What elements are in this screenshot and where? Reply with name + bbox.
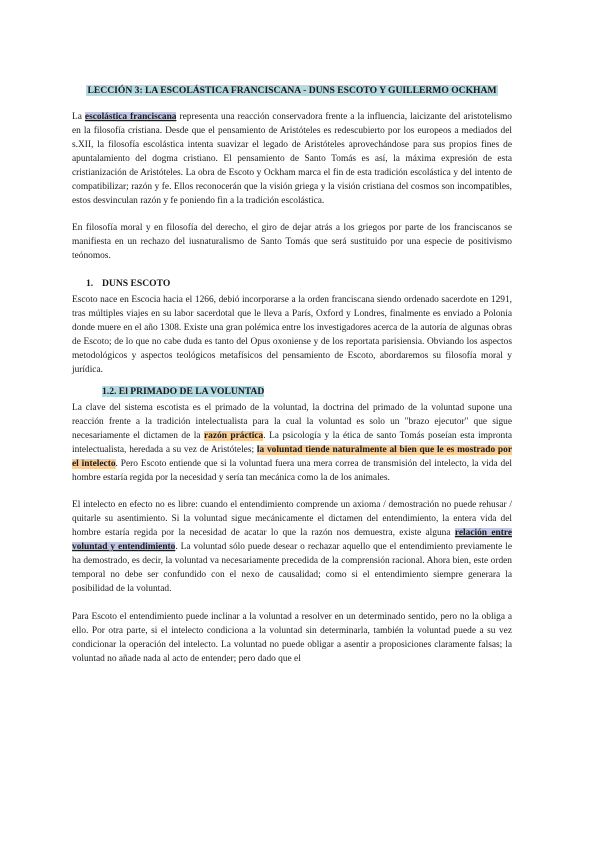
- primado-2-a: El intelecto en efecto no es libre: cuando el entendimiento comprende un axioma / demostración no puede rehusar / quitarle su asentimiento. Si la voluntad sigue mecánicamente el dictamen del entendimiento, la entera vida del hombre estaría regida por la necesidad de acatar lo que la razón nos demuestra, existe alguna: [72, 500, 512, 539]
- document-body: [72, 84, 512, 679]
- intro-rest: representa una reacción conservadora frente a la influencia, laicizante del aristotelismo en la filosofía cristiana. Desde que el pensamiento de Aristóteles es redescubierto por los europeos a mediados del s.XII, la filosofía escolástica intenta suavizar el legado de Aristóteles aprovechándose para sus propios fines de apuntalamiento del dogma cristiano. El pensamiento de Santo Tomás es así, la máxima expresión de esta cristianización de Aristóteles. La obra de Escoto y Ockham marca el fin de esta tradición escolástica y del intento de compatibilizar; razón y fe. Ellos reconocerán que la visión griega y la visión cristiana del cosmos son incompatibles, estos desvinculan razón y fe poniendo fin a la tradición escolástica.: [72, 112, 512, 207]
- paragraph-primado-1: [72, 401, 512, 485]
- section-title: DUNS ESCOTO: [102, 277, 171, 289]
- primado-1-c: . Pero Escoto entiende que si la voluntad fuera una mera correa de transmisión del intelecto, la vida del hombre estaría regida por la necesidad y sería tan mecánica como la de los animales.: [72, 459, 512, 484]
- intro-lead: La: [72, 112, 85, 123]
- subsection-title: 1.2. El PRIMADO DE LA VOLUNTAD: [102, 385, 265, 397]
- highlight-relacion-voluntad: relación entre voluntad y entendimiento: [72, 528, 512, 553]
- primado-2-b: . La voluntad sólo puede desear o rechazar aquello que el entendimiento previamente le ha demostrado, es decir, la voluntad va necesariamente precedida de la comprensión racional. Ahora bien, este orden temporal no debe ser confundido con el nexo de causalidad; como si el entendimiento siempre generara la posibilidad de la voluntad.: [72, 542, 512, 595]
- highlight-voluntad-tiende: la voluntad tiende naturalmente al bien que le es mostrado por el intelecto: [72, 445, 512, 470]
- paragraph-primado-2: [72, 498, 512, 596]
- paragraph-primado-3: Para Escoto el entendimiento puede inclinar a la voluntad a resolver en un determinado sentido, pero no la obliga a ello. Por otra parte, si el intelecto condiciona a la voluntad sin determinarla, también la voluntad puede a su vez condicionar la operación del intelecto. La voluntad no puede obligar a asentir a proposiciones claramente falsas; la voluntad no añade nada al acto de entender; pero dado que el: [72, 611, 512, 664]
- title-block: [72, 84, 512, 98]
- section-heading-duns-escoto: [86, 277, 512, 291]
- paragraph-moral-philosophy: En filosofía moral y en filosofía del derecho, el giro de dejar atrás a los griegos por parte de los franciscanos se manifiesta en un rechazo del iusnaturalismo de Santo Tomás que será sustituido por una especie de positivismo teónomos.: [72, 223, 512, 262]
- term-escolastica-franciscana: escolástica franciscana: [84, 112, 177, 123]
- lesson-title: LECCIÓN 3: LA ESCOLÁSTICA FRANCISCANA - DUNS ESCOTO Y GUILLERMO OCKHAM: [87, 85, 497, 96]
- section-number: 1.: [86, 277, 94, 289]
- intro-paragraph: [72, 110, 512, 208]
- primado-1-b: . La psicología y la ética de santo Tomás poseían esta impronta intelectualista, heredada a su vez de Aristóteles;: [72, 430, 513, 456]
- primado-1-a: La clave del sistema escotista es el primado de la voluntad, la doctrina del primado de la voluntad supone una reacción frente a la tradición intelectualista para la cual la voluntad es solo un "brazo ejecutor" que sigue necesariamente el dictamen de la: [72, 402, 512, 441]
- paragraph-duns-escoto: Escoto nace en Escocia hacia el 1266, debió incorporarse a la orden franciscana siendo ordenado sacerdote en 1291, tras múltiples viajes en su labor sacerdotal que le lleva a París, Oxford y Londres, finalmente es enviado a Polonia donde muere en el año 1308. Existe una gran polémica entre los investigadores acerca de la autoría de algunas obras de Escoto; de lo que no cabe duda es tanto del Opus oxoniense y de los reportata parisiensia. Obviando los aspectos metodológicos y aspectos teológicos metafísicos del pensamiento de Escoto, abordaremos su filosofía moral y jurídica.: [72, 294, 512, 375]
- highlight-razon-practica: razón práctica: [204, 430, 264, 441]
- section-heading-primado-voluntad: [102, 385, 512, 399]
